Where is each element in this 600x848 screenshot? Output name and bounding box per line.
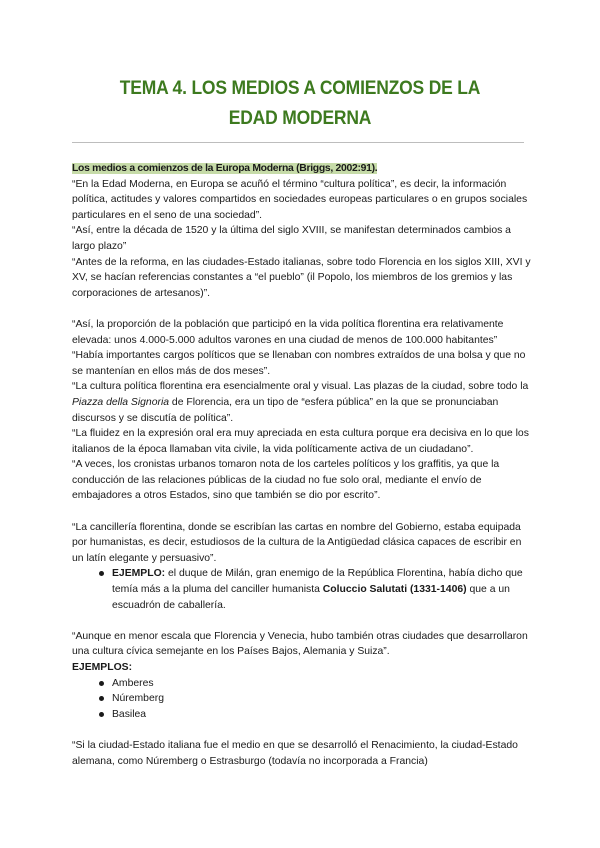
paragraph: “Había importantes cargos políticos que se llenaban con nombres extraídos de una bolsa y que no se mantenían en ellos más de dos meses”. — [72, 350, 526, 377]
list-item: Basilea — [96, 707, 532, 723]
example-list — [72, 566, 532, 613]
example-label: EJEMPLO: — [112, 568, 166, 580]
document-body — [72, 161, 532, 769]
title-divider — [72, 142, 524, 143]
list-item — [96, 566, 532, 613]
examples-label: EJEMPLOS: — [72, 662, 133, 673]
list-item: Núremberg — [96, 691, 532, 707]
paragraph: “En la Edad Moderna, en Europa se acuñó el término “cultura política”, es decir, la información política, actitudes y valores compartidos en sociedades europeas particulares o en grupos sociales particulares en el seno de una sociedad”. — [72, 178, 528, 221]
text-run: “La cultura política florentina era esencialmente oral y visual. Las plazas de la ciudad, sobre todo la — [72, 381, 529, 393]
paragraph: “La cancillería florentina, donde se escribían las cartas en nombre del Gobierno, estaba equipada por humanistas, es decir, estudiosos de la cultura de la Antigüedad clásica capaces de escribir en un latín elegante y persuasivo”. — [72, 521, 522, 564]
bold-name: Coluccio Salutati (1331-1406) — [322, 584, 467, 596]
title-line-1: TEMA 4. LOS MEDIOS A COMIENZOS DE LA — [119, 78, 481, 99]
text-run: que a un escuadrón de caballería. — [112, 584, 510, 611]
paragraph — [72, 379, 532, 426]
city-list — [72, 676, 532, 723]
section-heading: Los medios a comienzos de la Europa Moderna (Briggs, 2002:91). — [72, 163, 378, 174]
paragraph: “Antes de la reforma, en las ciudades-Estado italianas, sobre todo Florencia en los siglos XIII, XVI y XV, se hacían referencias constantes a “el pueblo” (il Popolo, los miembros de los gremios y las corporaciones de artesanos)”. — [72, 256, 531, 299]
title-line-2: EDAD MODERNA — [228, 108, 372, 129]
paragraph: “Así, entre la década de 1520 y la última del siglo XVIII, se manifestan determinados cambios a largo plazo” — [72, 225, 511, 252]
paragraph: “Así, la proporción de la población que participó en la vida política florentina era relativamente elevada: unos 4.000-5.000 adultos varones en una ciudad de menos de 100.000 habitantes” — [72, 318, 504, 346]
text-run: el duque de Milán, gran enemigo de la República Florentina, había dicho que temía más a la pluma del canciller humanista — [112, 568, 523, 596]
paragraph: “Si la ciudad-Estado italiana fue el medio en que se desarrolló el Renacimiento, la ciudad-Estado alemana, como Núremberg o Estrasburgo (todavía no incorporada a Francia) — [72, 739, 518, 767]
paragraph: “A veces, los cronistas urbanos tomaron nota de los carteles políticos y los graffitis, ya que la conducción de las relaciones públicas de la ciudad no fue solo oral, mediante el envío de embajadores a otros Estados, sino que también se dio por escrito”. — [72, 459, 500, 502]
page-title — [72, 74, 528, 134]
italic-place-name: Piazza della Signoria — [72, 396, 170, 408]
text-run: de Florencia, era un tipo de “esfera pública” en la que se pronunciaban discursos y se discutía de política”. — [72, 396, 499, 424]
list-item: Amberes — [96, 676, 532, 692]
paragraph: “La fluidez en la expresión oral era muy apreciada en esta cultura porque era decisiva en lo que los italianos de la época llamaban vita civile, la vida políticamente activa de un ciudadano”. — [72, 428, 529, 455]
paragraph: “Aunque en menor escala que Florencia y Venecia, hubo también otras ciudades que desarrollaron una cultura cívica semejante en los Países Bajos, Alemania y Suiza”. — [72, 630, 528, 658]
